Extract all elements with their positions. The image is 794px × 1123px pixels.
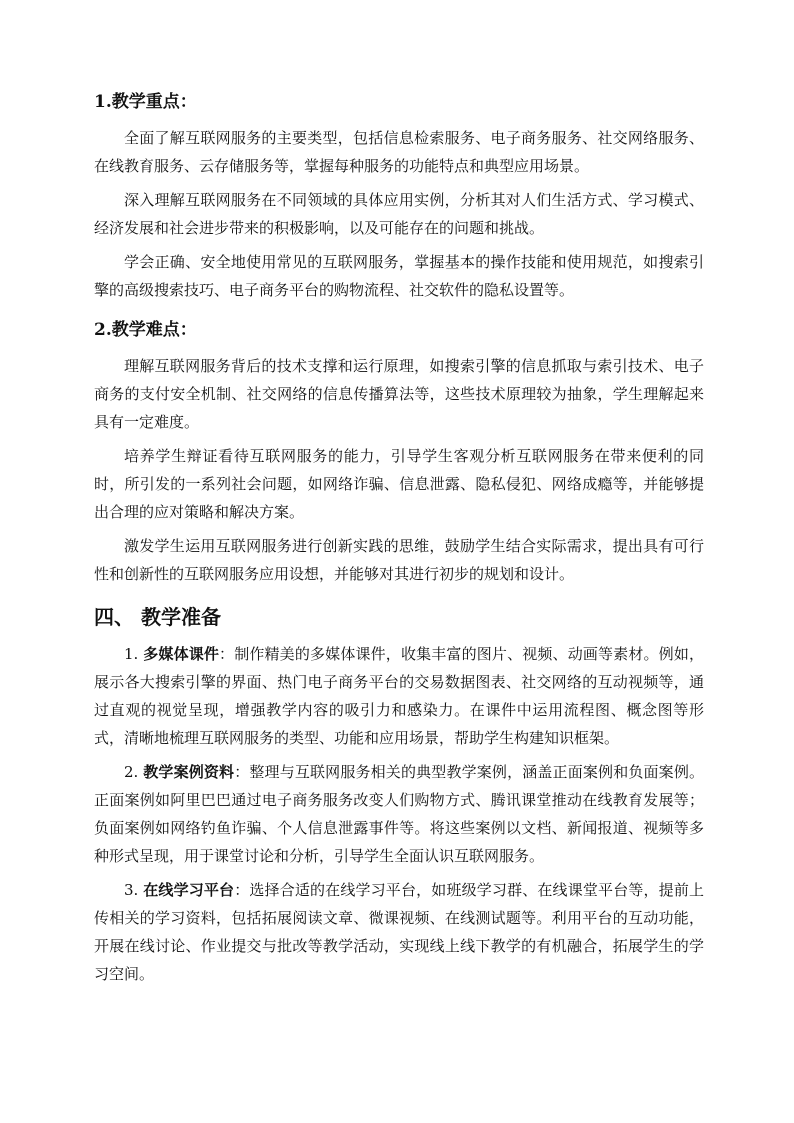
list-item-number: 1. [124,645,139,663]
list-item-lead: 多媒体课件 [143,645,220,663]
list-item-text: ：制作精美的多媒体课件，收集丰富的图片、视频、动画等素材。例如，展示各大搜索引擎的界面、热门电子商务平台的交易数据图表、社交网络的互动视频等，通过直观的视觉呈现，增强教学内容的吸引力和感染力。在课件中运用流程图、概念图等形式，清晰地梳理互联网服务的类型、功能和应用场景，帮助学生构建知识框架。 [94,645,704,747]
list-item-number: 2. [124,763,139,781]
list-item-lead: 在线学习平台 [143,881,235,899]
section-heading-preparation: 四、 教学准备 [94,605,221,629]
list-item-number: 3. [124,881,139,899]
section-heading-key-points: 1.教学重点： [94,92,197,112]
list-item-text: ：整理与互联网服务相关的典型教学案例，涵盖正面案例和负面案例。正面案例如阿里巴巴通过电子商务服务改变人们购物方式、腾讯课堂推动在线教育发展等；负面案例如网络钓鱼诈骗、个人信息泄露事件等。将这些案例以文档、新闻报道、视频等多种形式呈现，用于课堂讨论和分析，引导学生全面认识互联网服务。 [94,763,704,865]
list-item [94,758,704,870]
section-heading-difficulties: 2.教学难点： [94,320,197,340]
document-page [94,90,704,988]
paragraph: 深入理解互联网服务在不同领域的具体应用实例，分析其对人们生活方式、学习模式、经济发展和社会进步带来的积极影响，以及可能存在的问题和挑战。 [94,191,704,237]
paragraph: 学会正确、安全地使用常见的互联网服务，掌握基本的操作技能和使用规范，如搜索引擎的高级搜索技巧、电子商务平台的购物流程、社交软件的隐私设置等。 [94,253,704,299]
list-item [94,640,704,752]
list-item-text: ：选择合适的在线学习平台，如班级学习群、在线课堂平台等，提前上传相关的学习资料，包括拓展阅读文章、微课视频、在线测试题等。利用平台的互动功能，开展在线讨论、作业提交与批改等教学活动，实现线上线下教学的有机融合，拓展学生的学习空间。 [94,881,704,983]
list-item [94,876,704,988]
paragraph: 培养学生辩证看待互联网服务的能力，引导学生客观分析互联网服务在带来便利的同时，所引发的一系列社会问题，如网络诈骗、信息泄露、隐私侵犯、网络成瘾等，并能够提出合理的应对策略和解决方案。 [94,447,704,521]
list-item-lead: 教学案例资料 [143,763,235,781]
paragraph: 全面了解互联网服务的主要类型，包括信息检索服务、电子商务服务、社交网络服务、在线教育服务、云存储服务等，掌握每种服务的功能特点和典型应用场景。 [94,129,704,175]
paragraph: 激发学生运用互联网服务进行创新实践的思维，鼓励学生结合实际需求，提出具有可行性和创新性的互联网服务应用设想，并能够对其进行初步的规划和设计。 [94,537,704,583]
paragraph: 理解互联网服务背后的技术支撑和运行原理，如搜索引擎的信息抓取与索引技术、电子商务的支付安全机制、社交网络的信息传播算法等，这些技术原理较为抽象，学生理解起来具有一定难度。 [94,357,704,431]
